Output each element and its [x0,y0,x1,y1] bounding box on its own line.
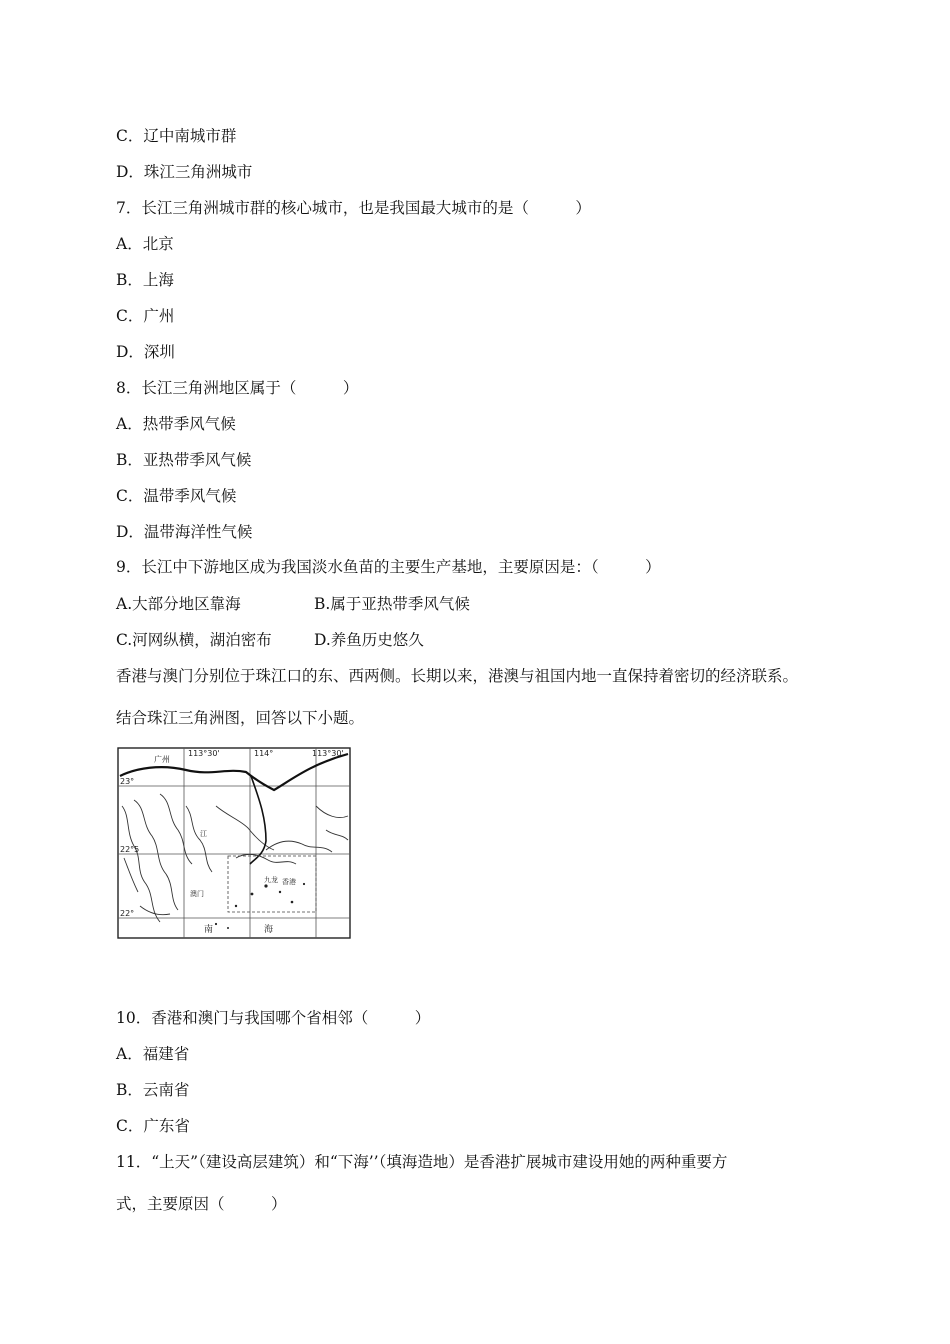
place-label-guangzhou: 广州 [154,755,170,764]
q6-option-c: C．辽中南城市群 [116,127,237,145]
q7-option-d: D．深圳 [116,343,175,361]
q6-option-d: D．珠江三角洲城市 [116,163,253,181]
lat-label-2: 22°5 [120,845,140,854]
q9-option-d: D.养鱼历史悠久 [314,631,424,649]
q8-option-c: C．温带季风气候 [116,487,237,505]
place-label-river: 江 [200,830,207,838]
q10-option-c: C．广东省 [116,1117,190,1135]
q7-option-a: A．北京 [116,235,174,253]
place-label-macau: 澳门 [190,890,204,898]
passage-line-1: 香港与澳门分别位于珠江口的东、西两侧。长期以来，港澳与祖国内地一直保持着密切的经济联系。 [116,667,799,685]
q7-option-c: C．广州 [116,307,175,325]
question-11-line-1: 11．“上天”（建设高层建筑）和“下海’’（填海造地）是香港扩展城市建设用她的两种重要方 [116,1153,728,1171]
q10-option-b: B．云南省 [116,1081,190,1099]
q10-option-a: A．福建省 [116,1045,190,1063]
question-10: 10．香港和澳门与我国哪个省相邻（ ） [116,1009,431,1027]
map-frame [118,748,350,938]
q8-option-a: A．热带季风气候 [116,415,236,433]
sea-label-1: 南 [204,925,214,935]
pearl-river-delta-map [116,746,352,940]
lon-label-1: 113°30' [188,749,220,758]
q9-option-c: C.河网纵横，湖泊密布 [116,631,272,649]
question-7: 7．长江三角洲城市群的核心城市，也是我国最大城市的是（ ） [116,199,591,217]
lat-label-3: 22° [120,909,135,918]
lon-label-3: 113°30' [312,749,344,758]
sea-label-2: 海 [264,925,274,935]
q9-option-b: B.属于亚热带季风气候 [314,595,470,613]
question-8: 8．长江三角洲地区属于（ ） [116,379,359,397]
passage-line-2: 结合珠江三角洲图，回答以下小题。 [116,709,365,727]
lat-label-1: 23° [120,777,135,786]
q9-option-a: A.大部分地区靠海 [116,595,241,613]
q8-option-d: D．温带海洋性气候 [116,523,253,541]
question-9: 9．长江中下游地区成为我国淡水鱼苗的主要生产基地，主要原因是：（ ） [116,558,661,576]
lon-label-2: 114° [254,749,274,758]
place-label-kowloon: 九龙 [264,876,278,884]
place-label-hongkong: 香港 [282,878,296,886]
q8-option-b: B．亚热带季风气候 [116,451,252,469]
q7-option-b: B．上海 [116,271,174,289]
question-11-line-2: 式，主要原因（ ） [116,1195,287,1213]
